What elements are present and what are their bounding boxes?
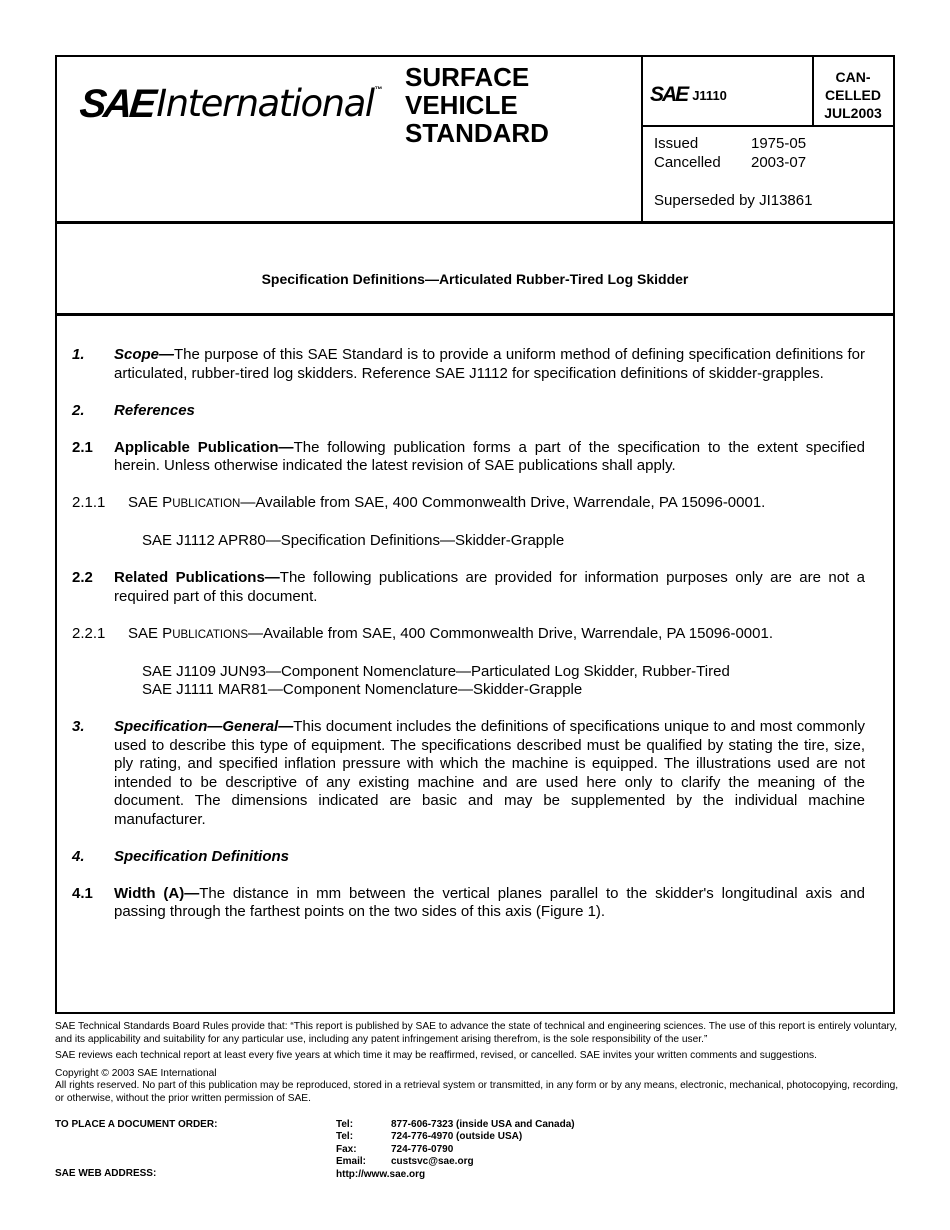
contact-key: Tel: xyxy=(336,1119,354,1130)
order-label: TO PLACE A DOCUMENT ORDER: xyxy=(55,1119,218,1130)
section-heading: Width (A)— xyxy=(114,884,200,902)
mini-sae-logo: SAE xyxy=(650,83,688,106)
superseded-by: Superseded by JI13861 xyxy=(654,191,813,209)
publication-prefix: SAE P xyxy=(128,624,173,642)
section-text: The distance in mm between the vertical planes parallel to the skidder's longitudinal axis and passing through the farthest points on the two sides of this axis (Figure 1). xyxy=(114,884,865,920)
reference-item: SAE J1111 MAR81—Component Nomenclature—Skidder-Grapple xyxy=(142,681,583,698)
issued-label: Issued xyxy=(654,135,699,152)
contact-key: Tel: xyxy=(336,1131,354,1143)
contact-row xyxy=(336,1144,575,1156)
section-text: The purpose of this SAE Standard is to provide a uniform method of defining specification definitions for articulated, rubber-tired log skidders. Reference SAE J1112 for specification definitions of skidder-grapples. xyxy=(114,346,865,382)
cancelled-stamp-line: CELLED xyxy=(825,87,881,103)
header-bottom-rule xyxy=(55,221,895,224)
copyright-text: Copyright © 2003 SAE International xyxy=(55,1067,217,1079)
section-heading: Scope— xyxy=(114,346,175,363)
section-number: 3. xyxy=(72,718,85,735)
reference-item: SAE J1109 JUN93—Component Nomenclature—Particulated Log Skidder, Rubber-Tired xyxy=(142,662,730,680)
board-rules-text: SAE Technical Standards Board Rules provide that: “This report is published by SAE to advance the state of technical and engineering sciences. The use of this report is entirely voluntary, and its applicability and suitability for any particular use, including any patent infringement arising therefrom, is the sole responsibility of the user.” xyxy=(55,1021,898,1045)
section-4-1 xyxy=(72,885,865,922)
section-heading: Specification Definitions xyxy=(114,847,290,865)
publication-source: —Available from SAE, 400 Commonwealth Drive, Warrendale, PA 15096-0001. xyxy=(240,494,766,511)
issued-value: 1975-05 xyxy=(751,135,807,152)
section-number: 2. xyxy=(72,401,85,419)
contact-row xyxy=(336,1119,575,1131)
title-bottom-rule xyxy=(55,313,895,316)
cancelled-stamp-line: JUL2003 xyxy=(824,105,882,121)
contact-row xyxy=(336,1169,575,1181)
section-text: The following publications are provided for information purposes only are are not a required part of this document. xyxy=(114,569,865,605)
standard-type-line: STANDARD xyxy=(405,118,549,148)
footer-notice xyxy=(55,1021,900,1105)
web-address-link[interactable]: http://www.sae.org xyxy=(336,1168,426,1180)
rights-text: All rights reserved. No part of this publication may be reproduced, stored in a retrieval system or transmitted, in any form or by any means, electronic, mechanical, photocopying, recording, or otherwise, without the prior written permission of SAE. xyxy=(55,1080,899,1104)
section-number: 2.2.1 xyxy=(72,624,106,642)
logo-trademark: ™ xyxy=(374,85,383,94)
section-3 xyxy=(72,718,865,829)
section-text: This document includes the definitions of specifications unique to and most commonly used to describe this type of equipment. The specifications described must be qualified by stating the tire, size, ply rating, and specified inflation pressure with which the machine is equipped. The illustrations used are not intended to be descriptive of any existing machine and are used here only to clarify the meaning of the document. The dimensions indicated are basic and may be supplemented by the individual machine manufacturer. xyxy=(114,718,865,828)
contact-value: 724-776-0790 xyxy=(391,1143,454,1155)
publication-source: —Available from SAE, 400 Commonwealth Drive, Warrendale, PA 15096-0001. xyxy=(248,624,774,642)
cancelled-row xyxy=(654,153,812,172)
cancelled-label: Cancelled xyxy=(654,154,721,171)
section-number: 2.2 xyxy=(72,569,93,586)
section-2-2-1 xyxy=(72,625,865,645)
contact-email[interactable]: custsvc@sae.org xyxy=(391,1156,474,1168)
section-text: The following publication forms a part of the specification to the extent specified herein. Unless otherwise indicated the latest revision of SAE publications shall apply. xyxy=(114,438,865,474)
contact-list xyxy=(336,1119,575,1181)
contact-row xyxy=(336,1156,575,1168)
doc-number-block xyxy=(650,83,727,107)
section-heading: References xyxy=(114,401,195,419)
contact-value: 877-606-7323 (inside USA and Canada) xyxy=(391,1119,575,1130)
cancelled-stamp-line: CAN- xyxy=(835,69,871,85)
document-body xyxy=(72,346,865,922)
info-horizontal-rule xyxy=(641,125,895,127)
cancelled-value: 2003-07 xyxy=(751,154,807,171)
section-2-1-1 xyxy=(72,494,865,514)
section-2 xyxy=(72,402,865,421)
document-title: Specification Definitions—Articulated Rubber-Tired Log Skidder xyxy=(261,271,689,287)
sae-international-logo xyxy=(77,78,383,126)
contact-key: Fax: xyxy=(336,1143,357,1155)
logo-international-text: International xyxy=(156,82,374,125)
section-number: 1. xyxy=(72,346,85,363)
section-heading: Related Publications— xyxy=(114,569,280,586)
publication-smallcaps: UBLICATIONS xyxy=(172,628,249,641)
standard-type-line: SURFACE xyxy=(405,62,530,92)
standard-type xyxy=(405,63,549,147)
issue-info xyxy=(654,134,812,210)
header-vertical-rule xyxy=(641,55,643,223)
doc-number: J1110 xyxy=(692,87,727,103)
section-heading: Applicable Publication— xyxy=(114,438,294,456)
section-number: 2.1 xyxy=(72,438,93,456)
cancelled-stamp xyxy=(812,68,894,122)
contact-row xyxy=(336,1131,575,1143)
section-heading: Specification—General— xyxy=(114,718,294,735)
web-label: SAE WEB ADDRESS: xyxy=(55,1168,157,1179)
section-2-2 xyxy=(72,569,865,606)
section-number: 4.1 xyxy=(72,884,93,902)
issued-row xyxy=(654,134,812,153)
contact-value: 724-776-4970 (outside USA) xyxy=(391,1131,523,1143)
section-1 xyxy=(72,346,865,383)
logo-sae-text: SAE xyxy=(77,82,156,126)
reference-item: SAE J1112 APR80—Specification Definitions—Skidder-Grapple xyxy=(142,532,565,549)
section-number: 2.1.1 xyxy=(72,494,106,511)
standard-type-line: VEHICLE xyxy=(405,90,518,120)
section-4 xyxy=(72,848,865,867)
publication-smallcaps: UBLICATION xyxy=(172,498,241,510)
contact-key: Email: xyxy=(336,1156,367,1168)
section-2-1 xyxy=(72,439,865,476)
section-number: 4. xyxy=(72,847,85,865)
publication-prefix: SAE P xyxy=(128,494,173,511)
review-text: SAE reviews each technical report at least every five years at which time it may be reaffirmed, revised, or cancelled. SAE invites your written comments and suggestions. xyxy=(55,1050,817,1061)
